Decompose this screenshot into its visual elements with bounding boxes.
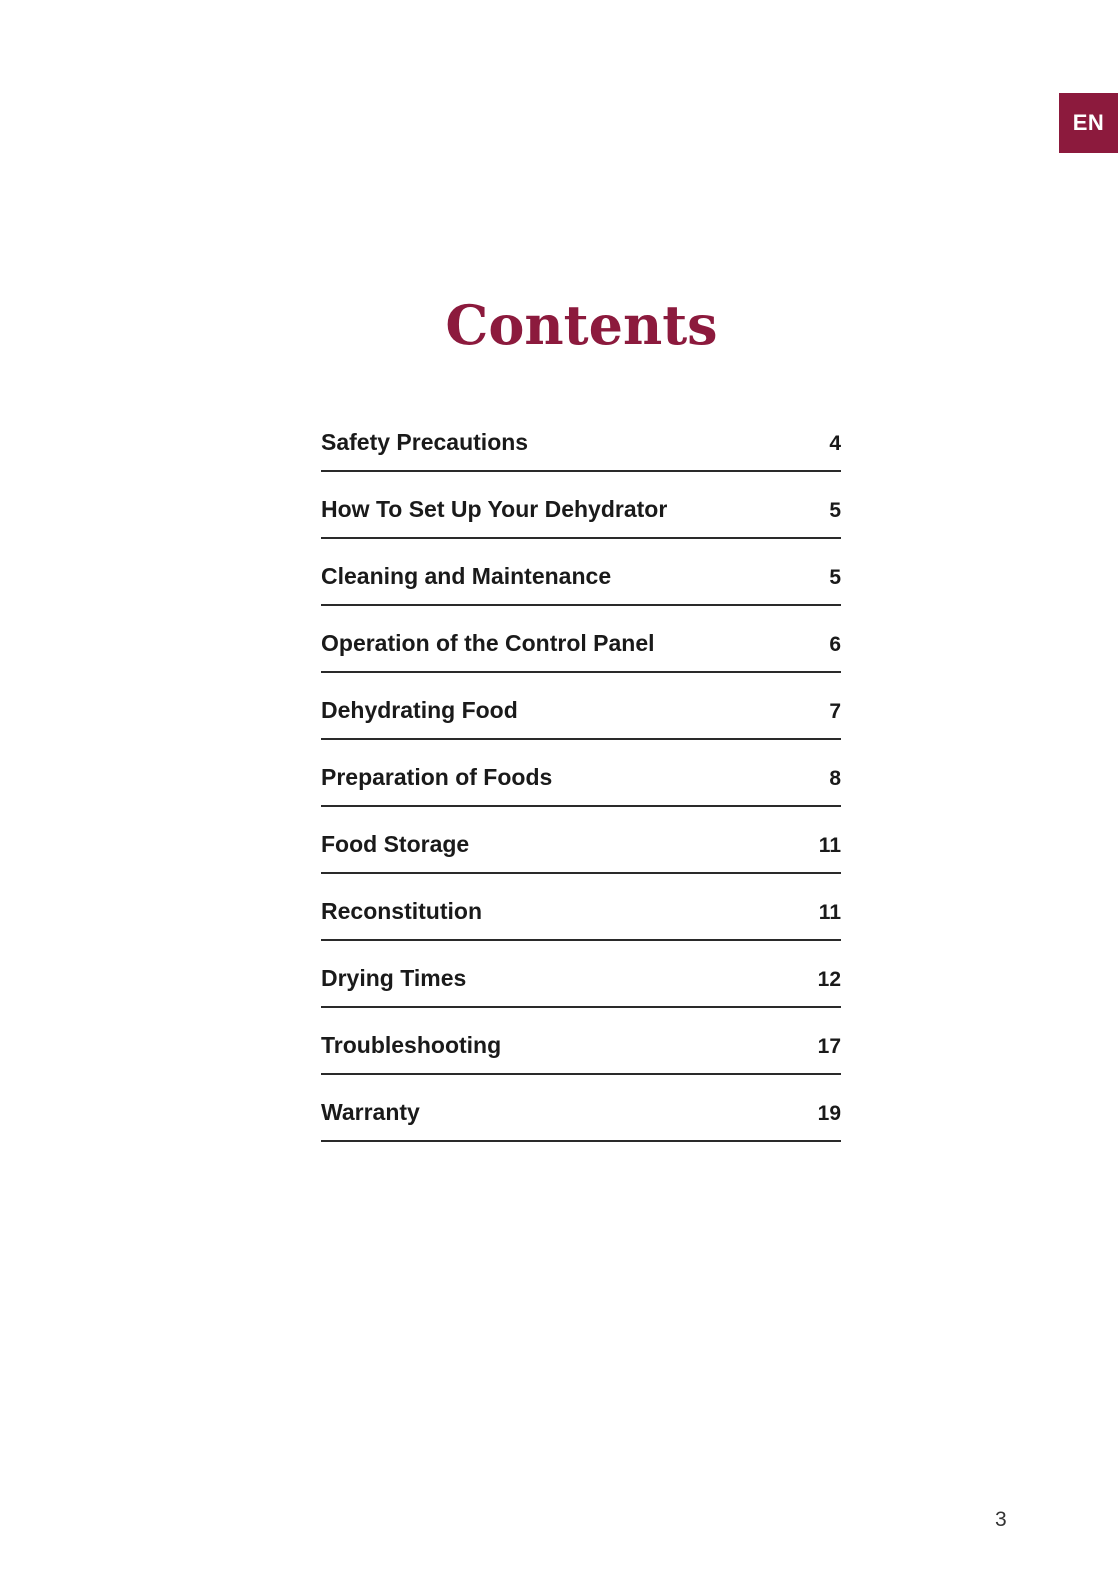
toc-entry-label: Cleaning and Maintenance <box>321 563 612 589</box>
toc-entry-cleaning[interactable] <box>321 539 841 606</box>
toc-entry-label: Troubleshooting <box>321 1032 502 1058</box>
table-of-contents <box>321 405 841 1142</box>
toc-entry-control-panel[interactable] <box>321 606 841 673</box>
toc-entry-setup[interactable] <box>321 472 841 539</box>
toc-entry-safety-precautions[interactable] <box>321 405 841 472</box>
toc-entry-label: Preparation of Foods <box>321 764 553 790</box>
toc-entry-page: 6 <box>829 633 841 656</box>
toc-entry-page: 11 <box>818 901 841 924</box>
toc-entry-food-storage[interactable] <box>321 807 841 874</box>
toc-entry-troubleshooting[interactable] <box>321 1008 841 1075</box>
toc-entry-page: 12 <box>817 968 841 991</box>
toc-entry-label: How To Set Up Your Dehydrator <box>321 496 668 522</box>
page-title: Contents <box>445 293 718 357</box>
toc-entry-label: Warranty <box>321 1099 420 1125</box>
toc-entry-dehydrating-food[interactable] <box>321 673 841 740</box>
toc-entry-page: 5 <box>829 566 841 589</box>
toc-entry-page: 7 <box>829 700 841 723</box>
toc-entry-label: Operation of the Control Panel <box>321 630 655 656</box>
toc-entry-label: Safety Precautions <box>321 429 529 455</box>
toc-entry-label: Drying Times <box>321 965 467 991</box>
toc-entry-preparation[interactable] <box>321 740 841 807</box>
toc-entry-warranty[interactable] <box>321 1075 841 1142</box>
toc-entry-page: 8 <box>829 767 841 790</box>
page-number: 3 <box>995 1508 1007 1531</box>
toc-entry-page: 4 <box>829 432 841 455</box>
toc-entry-page: 17 <box>817 1035 841 1058</box>
toc-entry-reconstitution[interactable] <box>321 874 841 941</box>
toc-entry-label: Reconstitution <box>321 898 482 924</box>
toc-entry-page: 11 <box>818 834 841 857</box>
toc-entry-page: 5 <box>829 499 841 522</box>
toc-entry-drying-times[interactable] <box>321 941 841 1008</box>
language-tab: EN <box>1059 93 1118 153</box>
toc-entry-label: Food Storage <box>321 831 470 857</box>
toc-entry-label: Dehydrating Food <box>321 697 518 723</box>
toc-entry-page: 19 <box>817 1102 841 1125</box>
